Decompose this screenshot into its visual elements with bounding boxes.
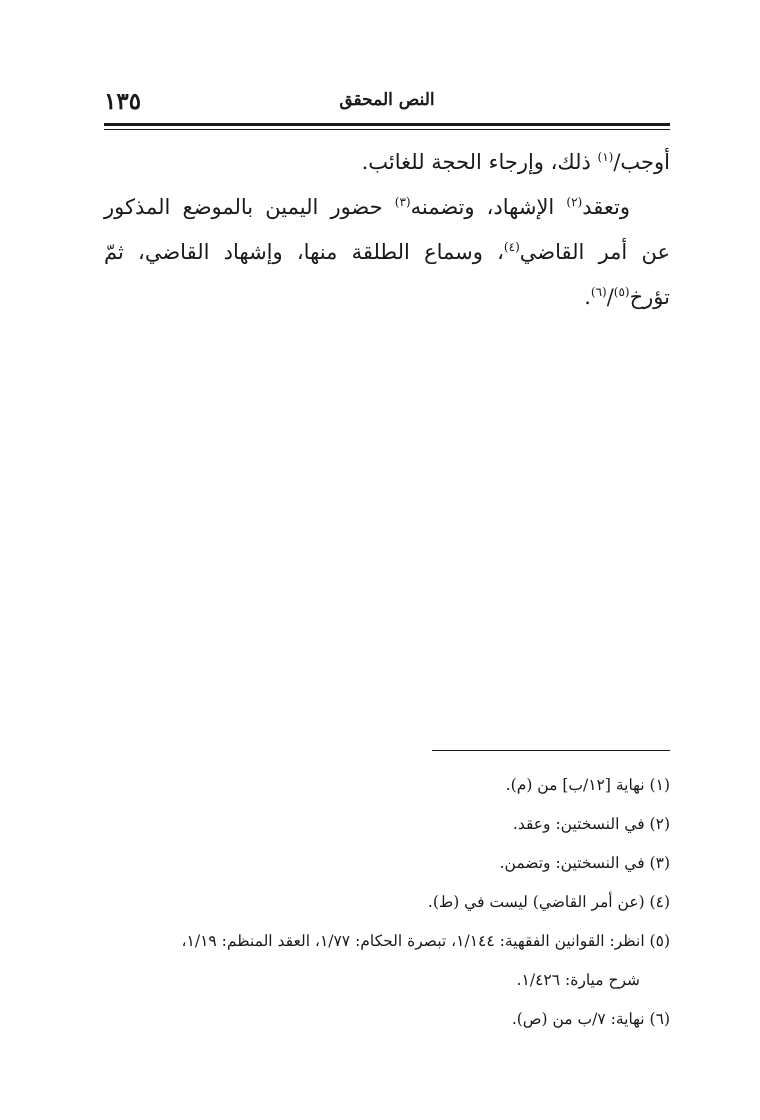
text-segment: وتعقد: [582, 195, 630, 219]
footnote-4: (٤) (عن أمر القاضي) ليست في (ط).: [427, 893, 670, 911]
footnote-2: (٢) في النسختين: وعقد.: [512, 815, 670, 833]
text-segment: أوجب/: [613, 150, 670, 174]
text-segment: ، وسماع الطلقة منها، وإشهاد القاضي، ثمّ تؤرخ: [104, 240, 670, 309]
footnote-ref-4[interactable]: (٤): [503, 240, 520, 254]
page-header: [104, 86, 670, 120]
footnote-ref-6[interactable]: (٦): [590, 285, 607, 299]
running-title: النص المحقق: [339, 90, 435, 110]
text-segment: ذلك، وإرجاء الحجة للغائب.: [361, 150, 598, 174]
page-number: ١٣٥: [104, 88, 142, 115]
footnote-1: (١) نهاية [١٢/ب] من (م).: [505, 776, 670, 794]
text-segment: الإشهاد، وتضمنه: [410, 195, 567, 219]
header-rule-thin: [104, 129, 670, 130]
footnote-5-continuation: شرح ميارة: ١/٤٢٦.: [516, 971, 640, 989]
footnote-ref-1[interactable]: (١): [597, 150, 614, 164]
main-text: [104, 140, 670, 320]
text-segment: /: [606, 285, 614, 309]
footnote-separator: [432, 750, 670, 751]
footnotes: [80, 766, 670, 1039]
header-rule-thick: [104, 123, 670, 126]
text-segment: .: [584, 285, 591, 309]
paragraph-1: [104, 140, 670, 185]
footnote-6: (٦) نهاية: ٧/ب من (ص).: [511, 1010, 670, 1028]
text-segment: حضور اليمين بالموضع المذكور عن أمر القاضي: [104, 195, 670, 264]
footnote-5: (٥) انظر: القوانين الفقهية: ١/١٤٤، تبصرة الحكام: ١/٧٧، العقد المنظم: ١/١٩،: [181, 932, 670, 950]
footnote-ref-2[interactable]: (٢): [566, 195, 583, 209]
footnote-ref-5[interactable]: (٥): [613, 285, 630, 299]
footnote-ref-3[interactable]: (٣): [394, 195, 411, 209]
footnote-3: (٣) في النسختين: وتضمن.: [499, 854, 670, 872]
paragraph-2: [104, 185, 670, 320]
